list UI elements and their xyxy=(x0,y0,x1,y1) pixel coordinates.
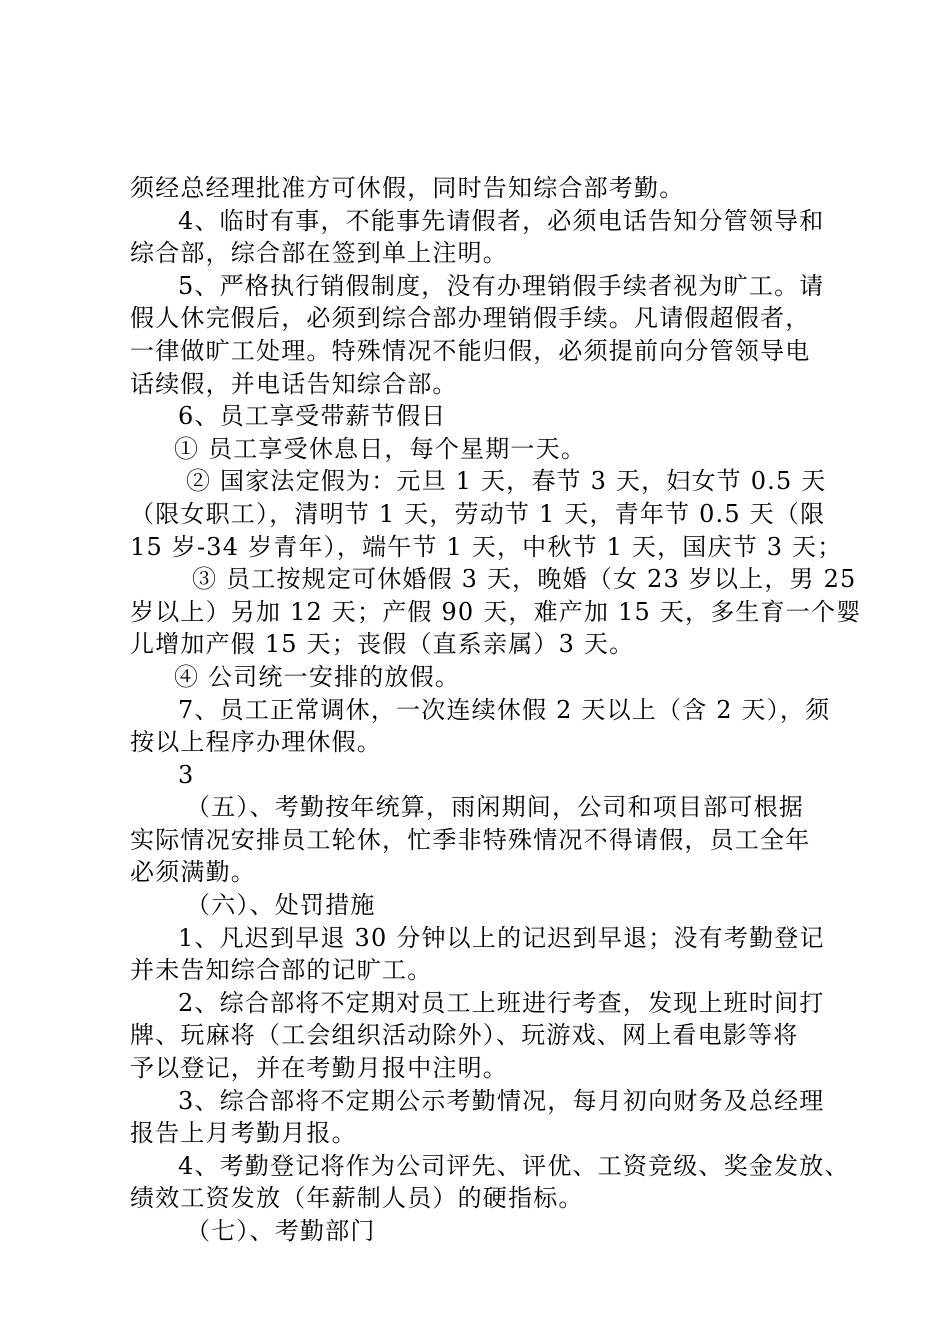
text-line: 岁以上）另加 12 天；产假 90 天，难产加 15 天，多生育一个婴 xyxy=(130,597,862,626)
text-line: ① 员工享受休息日，每个星期一天。 xyxy=(174,434,587,463)
text-line: 5、严格执行销假制度，没有办理销假手续者视为旷工。请 xyxy=(178,271,825,300)
text-line: 须经总经理批准方可休假，同时告知综合部考勤。 xyxy=(130,174,685,202)
text-line: ② 国家法定假为：元旦 1 天，春节 3 天，妇女节 0.5 天 xyxy=(186,467,827,496)
text-line: 实际情况安排员工轮休，忙季非特殊情况不得请假，员工全年 xyxy=(130,825,811,854)
text-line: 4、临时有事，不能事先请假者，必须电话告知分管领导和 xyxy=(178,206,825,235)
section-heading: （六）、处罚措施 xyxy=(186,891,376,920)
text-line: 并未告知综合部的记旷工。 xyxy=(130,956,433,985)
text-line: 予以登记，并在考勤月报中注明。 xyxy=(130,1054,508,1083)
text-line: 儿增加产假 15 天；丧假（直系亲属）3 天。 xyxy=(130,630,635,659)
text-line: 6、员工享受带薪节假日 xyxy=(178,402,447,431)
text-line: 必须满勤。 xyxy=(130,858,256,887)
document-body xyxy=(130,172,862,1248)
text-line: ③ 员工按规定可休婚假 3 天，晚婚（女 23 岁以上，男 25 xyxy=(192,565,857,594)
text-line: 按以上程序办理休假。 xyxy=(130,728,382,757)
text-line: 15 岁-34 岁青年），端午节 1 天，中秋节 1 天，国庆节 3 天； xyxy=(130,532,843,561)
text-line: 牌、玩麻将（工会组织活动除外）、玩游戏、网上看电影等将 xyxy=(130,1021,799,1050)
text-line: 4、考勤登记将作为公司评先、评优、工资竞级、奖金发放、 xyxy=(178,1151,850,1180)
text-line: 话续假，并电话告知综合部。 xyxy=(130,369,458,398)
text-line: 绩效工资发放（年薪制人员）的硬指标。 xyxy=(130,1184,584,1213)
text-line: 2、综合部将不定期对员工上班进行考查，发现上班时间打 xyxy=(178,988,825,1017)
text-line: 一律做旷工处理。特殊情况不能归假，必须提前向分管领导电 xyxy=(130,336,811,365)
page-number: 3 xyxy=(178,760,195,789)
text-line: 报告上月考勤月报。 xyxy=(130,1119,357,1148)
text-line: 3、综合部将不定期公示考勤情况，每月初向财务及总经理 xyxy=(178,1086,825,1115)
text-line: （限女职工），清明节 1 天，劳动节 1 天，青年节 0.5 天（限 xyxy=(130,499,826,528)
section-heading: （五）、考勤按年统算，雨闲期间，公司和项目部可根据 xyxy=(186,793,804,822)
section-heading: （七）、考勤部门 xyxy=(186,1217,376,1245)
text-line: 假人休完假后，必须到综合部办理销假手续。凡请假超假者， xyxy=(130,304,811,333)
text-line: 1、凡迟到早退 30 分钟以上的记迟到早退；没有考勤登记 xyxy=(178,923,825,952)
text-line: ④ 公司统一安排的放假。 xyxy=(174,662,461,691)
text-line: 综合部，综合部在签到单上注明。 xyxy=(130,239,508,268)
text-line: 7、员工正常调休，一次连续休假 2 天以上（含 2 天），须 xyxy=(178,695,831,724)
